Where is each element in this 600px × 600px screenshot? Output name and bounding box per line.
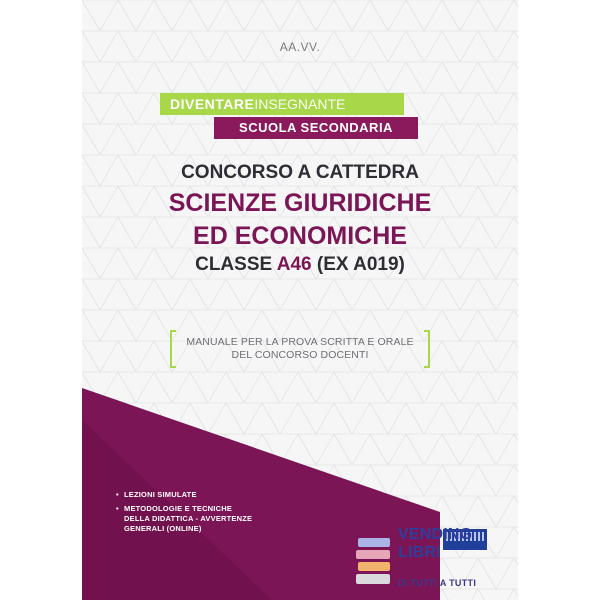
subtitle-line-2: DEL CONCORSO DOCENTI <box>231 349 369 361</box>
title-line-4 <box>82 254 518 276</box>
title-class-suffix: (EX A019) <box>311 254 405 275</box>
title-line-3: ED ECONOMICHE <box>193 222 407 250</box>
watermark-tagline: DI TUTTI A TUTTI <box>398 578 477 588</box>
title-line-2: SCIENZE GIURIDICHE <box>168 189 432 217</box>
subtitle-box <box>170 330 430 368</box>
author-name: AA.VV. <box>279 40 321 54</box>
feature-list <box>116 490 326 538</box>
subtitle-text <box>170 336 430 362</box>
feature-item <box>116 504 326 534</box>
books-stack-icon <box>356 538 392 586</box>
title-class-prefix: CLASSE <box>195 254 277 275</box>
feature-line: • LEZIONI SIMULATE <box>124 490 197 499</box>
subtitle-line-1: MANUALE PER LA PROVA SCRITTA E ORALE <box>186 336 414 348</box>
watermark-brand-line-1: VENDING <box>398 526 473 543</box>
series-label-bold: DIVENTARE <box>170 96 255 112</box>
title-class-code: A46 <box>276 254 312 275</box>
book-cover <box>82 0 518 600</box>
feature-item <box>116 490 326 500</box>
title-line-1: CONCORSO A CATTEDRA <box>181 162 419 183</box>
feature-line: GENERALI (ONLINE) <box>124 524 202 533</box>
watermark-brand-line-2: LIBRI <box>398 544 441 561</box>
series-label <box>160 93 404 115</box>
school-level-label: SCUOLA SECONDARIA <box>214 117 418 139</box>
feature-line: • METODOLOGIE E TECNICHE <box>124 504 233 513</box>
feature-line: DELLA DIDATTICA - AVVERTENZE <box>124 514 253 523</box>
series-label-light: INSEGNANTE <box>254 96 346 112</box>
